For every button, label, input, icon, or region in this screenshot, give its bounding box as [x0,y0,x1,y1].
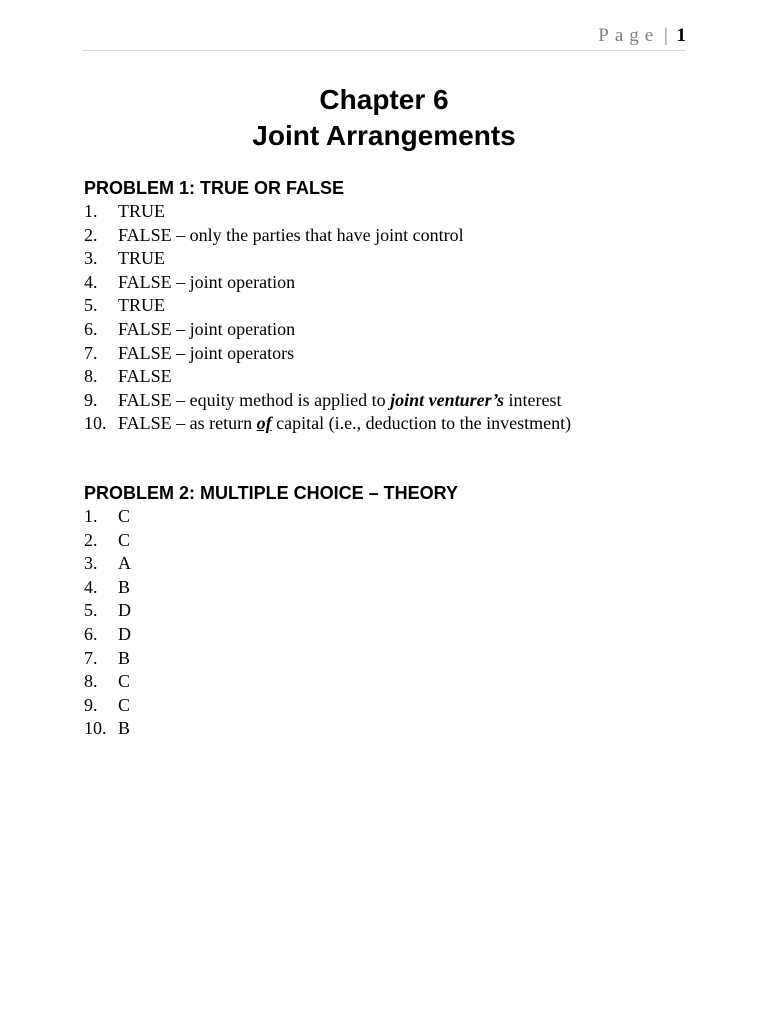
answer-item [84,247,704,271]
answer-number: 8. [84,366,98,387]
problem-2-section [84,481,704,741]
answer-number: 3. [84,248,98,269]
answer-item [84,318,704,342]
answer-number: 1. [84,201,98,221]
answer-text: D [118,623,131,644]
answer-number: 5. [84,600,98,621]
answer-text: D [118,600,131,621]
answer-text-post: capital (i.e., deduction to the investment) [271,413,572,434]
answer-text: FALSE – joint operation [118,318,296,339]
answer-item [84,412,704,436]
answer-item [84,552,704,576]
answer-number: 10. [84,718,107,739]
answer-text-pre: FALSE – equity method is applied to [118,389,391,410]
answer-text: B [118,647,131,668]
answer-text [118,389,562,413]
answer-text: B [118,718,131,739]
answer-item [84,647,704,671]
answer-number: 2. [84,529,98,550]
answer-item [84,670,704,694]
answer-number: 8. [84,671,98,692]
answer-text: FALSE – joint operators [118,342,295,363]
answer-item [84,717,704,741]
answer-number: 6. [84,318,98,339]
answer-text-pre: FALSE – as return [118,413,257,434]
answer-number: 5. [84,295,98,316]
answer-text: FALSE – joint operation [118,271,296,292]
problem-2-heading: PROBLEM 2: MULTIPLE CHOICE – THEORY [84,483,459,503]
answer-text: C [118,671,131,692]
page-separator: | [663,25,668,46]
answer-item [84,576,704,600]
answer-item [84,294,704,318]
answer-number: 1. [84,506,98,526]
answer-number: 4. [84,271,98,292]
answer-number: 6. [84,623,98,644]
answer-item [84,224,704,248]
answer-item [84,623,704,647]
answer-item [84,529,704,553]
answer-number: 7. [84,647,98,668]
problem-1-answers [84,200,704,436]
answer-number: 3. [84,553,98,574]
answer-text: TRUE [118,201,165,221]
answer-text: TRUE [118,248,165,269]
answer-item [84,389,704,413]
answer-text: C [118,529,131,550]
answer-number: 9. [84,694,98,715]
answer-text-emphasis: of [256,413,272,434]
chapter-title: Chapter 6 [319,84,449,115]
answer-text: FALSE [118,366,172,387]
chapter-subtitle: Joint Arrangements [252,120,516,151]
answer-text: C [118,506,131,526]
answer-text-emphasis: joint venturer’s [390,389,505,410]
answer-item [84,271,704,295]
page-header [82,22,686,51]
answer-text-post: interest [504,389,562,410]
answer-number: 10. [84,413,107,434]
answer-text [118,412,571,436]
answer-number: 7. [84,342,98,363]
answer-text: C [118,694,131,715]
answer-item [84,694,704,718]
answer-text: TRUE [118,295,165,316]
page-number: 1 [676,25,686,46]
answer-text: A [118,553,131,574]
answer-number: 9. [84,389,98,410]
answer-item [84,342,704,366]
answer-number: 4. [84,576,98,597]
answer-number: 2. [84,224,98,245]
answer-text: FALSE – only the parties that have joint control [118,224,464,245]
page-label: Page [598,25,660,46]
problem-2-answers [84,505,704,741]
problem-1-section [84,176,704,436]
problem-1-heading: PROBLEM 1: TRUE OR FALSE [84,178,345,198]
answer-item [84,365,704,389]
answer-item [84,505,704,529]
answer-item [84,200,704,224]
answer-item [84,599,704,623]
answer-text: B [118,576,131,597]
